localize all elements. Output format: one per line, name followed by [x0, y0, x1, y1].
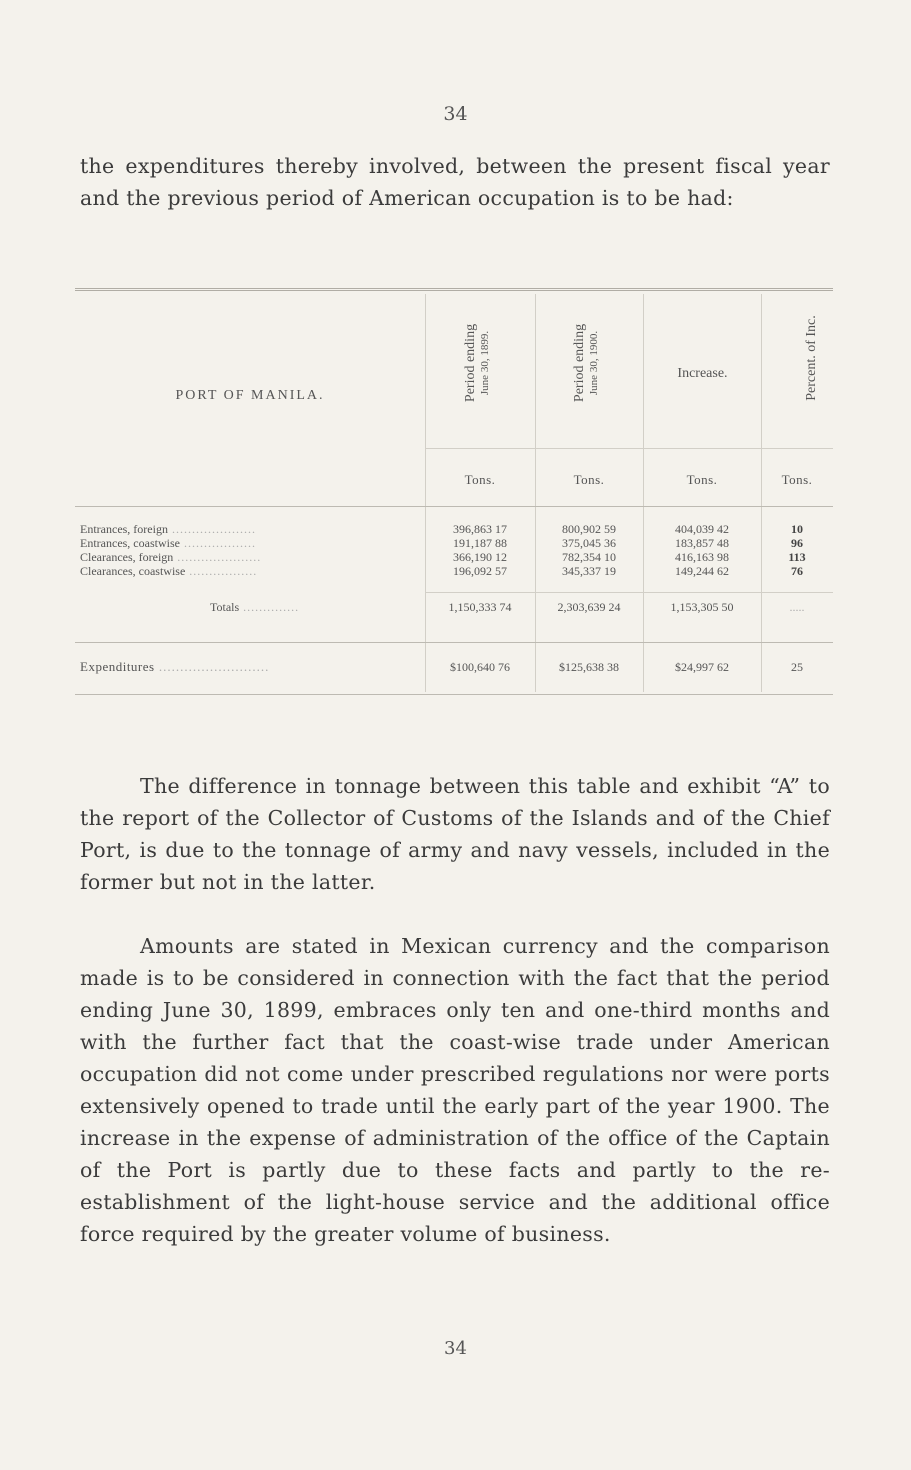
row-label: Entrances, coastwise .................. — [80, 536, 256, 550]
header-bottom-rule — [75, 506, 833, 507]
row-value-1899: 191,187 88 — [453, 536, 507, 550]
unit-1899: Tons. — [464, 472, 496, 487]
row-value-1900: 375,045 36 — [562, 536, 616, 550]
table-top-rule — [75, 288, 833, 291]
row-value-percent: 96 — [791, 536, 803, 550]
totals-1899: 1,150,333 74 — [448, 600, 512, 614]
row-value-increase: 416,163 98 — [675, 550, 729, 564]
column-divider — [535, 294, 536, 692]
col-1900-header: Period ending June 30, 1900. — [572, 323, 600, 403]
row-label: Clearances, coastwise ................. — [80, 564, 258, 578]
totals-percent: ..... — [789, 600, 805, 614]
totals-1900: 2,303,639 24 — [557, 600, 621, 614]
col-increase-header: Increase. — [677, 366, 728, 381]
page-number-bottom: 34 — [444, 1338, 467, 1359]
intro-paragraph: the expenditures thereby involved, between the present fiscal year and the previous period of American occupation is to be had: — [80, 154, 830, 210]
tonnage-table — [75, 288, 833, 698]
unit-1900: Tons. — [573, 472, 605, 487]
row-value-1900: 800,902 59 — [562, 522, 616, 536]
expenditures-1899: $100,640 76 — [450, 660, 510, 674]
unit-percent: Tons. — [781, 472, 813, 487]
col-percent-header: Percent. of Inc. — [804, 315, 819, 401]
row-value-percent: 76 — [791, 564, 803, 578]
page-number-top: 34 — [443, 103, 468, 125]
row-value-percent: 10 — [791, 522, 803, 536]
unit-increase: Tons. — [686, 472, 718, 487]
row-value-increase: 183,857 48 — [675, 536, 729, 550]
row-value-1900: 345,337 19 — [562, 564, 616, 578]
row-value-1899: 366,190 12 — [453, 550, 507, 564]
expenditures-increase: $24,997 62 — [675, 660, 729, 674]
difference-paragraph: The difference in tonnage between this table and exhibit “A” to the report of the Collector of Customs of the Islands and of the Chief Port, is due to the tonnage of army and navy vessels, included in the former but not in the latter. — [80, 774, 830, 894]
expenditures-label: Expenditures .......................... — [80, 660, 270, 674]
row-label: Entrances, foreign ..................... — [80, 522, 256, 536]
column-divider — [761, 294, 762, 692]
table-bottom-rule — [75, 694, 833, 695]
expenditures-1900: $125,638 38 — [559, 660, 619, 674]
row-label: Clearances, foreign ..................... — [80, 550, 262, 564]
row-value-1900: 782,354 10 — [562, 550, 616, 564]
port-header: PORT OF MANILA. — [175, 388, 325, 403]
row-value-1899: 396,863 17 — [453, 522, 507, 536]
totals-bottom-rule — [75, 642, 833, 643]
expenditures-percent: 25 — [791, 660, 803, 674]
totals-rule — [425, 592, 833, 593]
totals-label: Totals .............. — [210, 600, 300, 614]
col-1899-header: Period ending June 30, 1899. — [463, 323, 491, 403]
row-value-increase: 404,039 42 — [675, 522, 729, 536]
row-value-increase: 149,244 62 — [675, 564, 729, 578]
row-value-percent: 113 — [788, 550, 806, 564]
amounts-paragraph: Amounts are stated in Mexican currency and the comparison made is to be considered in connection with the fact that the period ending June 30, 1899, embraces only ten and one-third months and with the further fact that the coast-wise trade under American occupation did not come under prescribed regulations nor were ports extensively opened to trade until the early part of the year 1900. The increase in the expense of administration of the office of the Captain of the Port is partly due to these facts and partly to the re-establishment of the light-house service and the additional office force required by the greater volume of business. — [80, 934, 830, 1246]
column-divider — [643, 294, 644, 692]
header-subrule — [425, 448, 833, 449]
totals-increase: 1,153,305 50 — [670, 600, 734, 614]
row-value-1899: 196,092 57 — [453, 564, 507, 578]
column-divider — [425, 294, 426, 692]
